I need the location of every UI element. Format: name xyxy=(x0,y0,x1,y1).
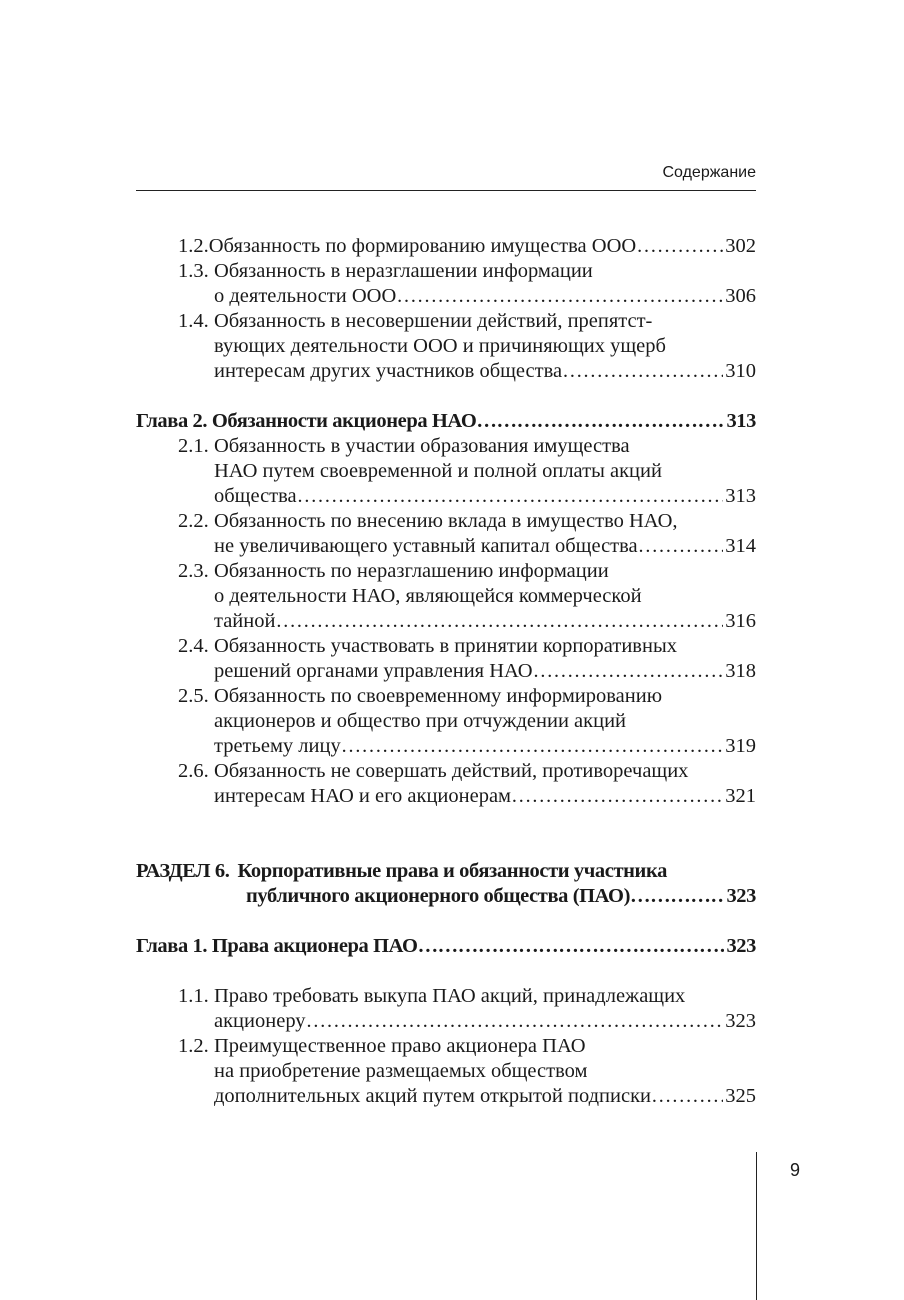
toc-entry-title-cont: тайной xyxy=(214,610,276,632)
toc-entry-1-3-line2[interactable] xyxy=(214,284,756,309)
toc-page-number: 318 xyxy=(725,660,756,682)
toc-entry-title-cont: интересам НАО и его акционерам xyxy=(214,785,512,807)
toc-leader-dots xyxy=(630,884,724,909)
toc-entry-2-2-line2[interactable] xyxy=(214,534,756,559)
toc-page-number: 325 xyxy=(725,1085,756,1107)
toc-leader-dots xyxy=(418,934,725,959)
toc-entry-title-cont: на приобретение размещаемых обществом xyxy=(214,1060,588,1082)
toc-entry-title: Обязанность участвовать в принятии корпоративных xyxy=(214,635,677,657)
toc-page-number: 319 xyxy=(725,735,756,757)
toc-chapter-1-pao[interactable] xyxy=(136,934,756,959)
toc-section-6-line1[interactable] xyxy=(136,859,667,884)
toc-entry-2-3-line3[interactable] xyxy=(214,609,756,634)
toc-entry-1-2-pao-line2[interactable] xyxy=(214,1059,587,1084)
toc-entry-2-4-line1[interactable] xyxy=(178,634,677,659)
toc-leader-dots xyxy=(638,534,724,559)
toc-leader-dots xyxy=(476,409,724,434)
toc-entry-title: Обязанность в несовершении действий, препятст- xyxy=(214,310,653,332)
toc-leader-dots xyxy=(651,1084,723,1109)
toc-entry-title-cont: третьему лицу xyxy=(214,735,341,757)
toc-leader-dots xyxy=(562,359,723,384)
toc-section-title-cont: публичного акционерного общества (ПАО) xyxy=(246,885,631,907)
toc-entry-title-cont: акционеру xyxy=(214,1010,306,1032)
toc-entry-title-cont: решений органами управления НАО xyxy=(214,660,533,682)
toc-section-title: Корпоративные права и обязанности участника xyxy=(237,860,667,882)
toc-entry-number: 1.1. xyxy=(178,985,209,1007)
toc-entry-title-cont: о деятельности ООО xyxy=(214,285,397,307)
toc-entry-2-1-line3[interactable] xyxy=(214,484,756,509)
toc-entry-title: Обязанность в участии образования имущества xyxy=(214,435,630,457)
toc-section-6-line2[interactable] xyxy=(246,884,756,909)
toc-page-number: 321 xyxy=(725,785,756,807)
toc-chapter-2-nao[interactable] xyxy=(136,409,756,434)
toc-section-label: РАЗДЕЛ 6. xyxy=(136,860,230,882)
page-number: 9 xyxy=(790,1160,801,1180)
toc-entry-1-4-line2[interactable] xyxy=(214,334,666,359)
toc-chapter-title: Глава 1. Права акционера ПАО xyxy=(136,935,418,957)
toc-entry-2-1-line2[interactable] xyxy=(214,459,662,484)
toc-entry-number: 2.1. xyxy=(178,435,209,457)
toc-entry-1-4-line3[interactable] xyxy=(214,359,756,384)
toc-page-number: 313 xyxy=(726,410,756,432)
toc-entry-title-cont: о деятельности НАО, являющейся коммерческой xyxy=(214,585,642,607)
toc-page-number: 323 xyxy=(726,935,756,957)
toc-entry-1-4-line1[interactable] xyxy=(178,309,652,334)
toc-entry-number: 2.3. xyxy=(178,560,209,582)
toc-entry-title: Обязанность по формированию имущества ООО xyxy=(208,235,637,257)
toc-entry-1-3-line1[interactable] xyxy=(178,259,593,284)
toc-leader-dots xyxy=(636,234,723,259)
toc-entry-title-cont: общества xyxy=(214,485,297,507)
toc-entry-title: Обязанность по внесению вклада в имущество НАО, xyxy=(214,510,678,532)
toc-page-number: 302 xyxy=(725,235,756,257)
running-header xyxy=(136,160,756,191)
toc-entry-title: Преимущественное право акционера ПАО xyxy=(214,1035,586,1057)
toc-entry-2-5-line2[interactable] xyxy=(214,709,626,734)
toc-entry-number: 2.6. xyxy=(178,760,209,782)
toc-entry-number: 2.5. xyxy=(178,685,209,707)
toc-leader-dots xyxy=(341,734,724,759)
toc-entry-1-2-pao-line1[interactable] xyxy=(178,1034,586,1059)
toc-page-number: 323 xyxy=(725,1010,756,1032)
toc-entry-title-cont: акционеров и общество при отчуждении акций xyxy=(214,710,627,732)
toc-leader-dots xyxy=(533,659,724,684)
toc-entry-number: 1.2. xyxy=(178,235,209,257)
toc-leader-dots xyxy=(396,284,723,309)
toc-page-number: 323 xyxy=(726,885,756,907)
running-header-title: Содержание xyxy=(662,164,756,181)
toc-entry-2-1-line1[interactable] xyxy=(178,434,630,459)
toc-entry-number: 1.3. xyxy=(178,260,209,282)
toc-entry-number: 1.4. xyxy=(178,310,209,332)
toc-entry-1-2-pao-line3[interactable] xyxy=(214,1084,756,1109)
toc-page-number: 310 xyxy=(725,360,756,382)
toc-entry-title: Обязанность не совершать действий, противоречащих xyxy=(214,760,689,782)
page-number-rule xyxy=(756,1152,757,1300)
toc-entry-2-3-line2[interactable] xyxy=(214,584,642,609)
toc-entry-2-4-line2[interactable] xyxy=(214,659,756,684)
toc-leader-dots xyxy=(297,484,724,509)
toc-entry-title: Обязанность по своевременному информированию xyxy=(214,685,663,707)
toc-entry-title: Право требовать выкупа ПАО акций, принадлежащих xyxy=(214,985,686,1007)
toc-entry-1-1-pao-line2[interactable] xyxy=(214,1009,756,1034)
toc-page-number: 306 xyxy=(725,285,756,307)
toc-chapter-title: Глава 2. Обязанности акционера НАО xyxy=(136,410,477,432)
toc-page-number: 313 xyxy=(725,485,756,507)
toc-entry-number: 1.2. xyxy=(178,1035,209,1057)
toc-entry-title-cont: вующих деятельности ООО и причиняющих ущерб xyxy=(214,335,666,357)
toc-entry-title-cont: НАО путем своевременной и полной оплаты акций xyxy=(214,460,662,482)
toc-entry-1-1-pao-line1[interactable] xyxy=(178,984,685,1009)
toc-leader-dots xyxy=(275,609,723,634)
toc-page-number: 314 xyxy=(725,535,756,557)
toc-entry-2-3-line1[interactable] xyxy=(178,559,609,584)
toc-entry-2-6-line2[interactable] xyxy=(214,784,756,809)
toc-entry-title: Обязанность по неразглашению информации xyxy=(214,560,609,582)
toc-entry-number: 2.2. xyxy=(178,510,209,532)
toc-entry-2-6-line1[interactable] xyxy=(178,759,688,784)
toc-leader-dots xyxy=(306,1009,724,1034)
toc-entry-1-2-ooo[interactable] xyxy=(178,234,756,259)
toc-leader-dots xyxy=(511,784,723,809)
toc-entry-title: Обязанность в неразглашении информации xyxy=(214,260,593,282)
toc-page-number: 316 xyxy=(725,610,756,632)
toc-entry-title-cont: интересам других участников общества xyxy=(214,360,563,382)
toc-entry-2-5-line3[interactable] xyxy=(214,734,756,759)
toc-entry-2-2-line1[interactable] xyxy=(178,509,678,534)
toc-entry-title-cont: не увеличивающего уставный капитал общества xyxy=(214,535,638,557)
toc-entry-2-5-line1[interactable] xyxy=(178,684,662,709)
toc-entry-number: 2.4. xyxy=(178,635,209,657)
toc-entry-title-cont: дополнительных акций путем открытой подписки xyxy=(214,1085,652,1107)
